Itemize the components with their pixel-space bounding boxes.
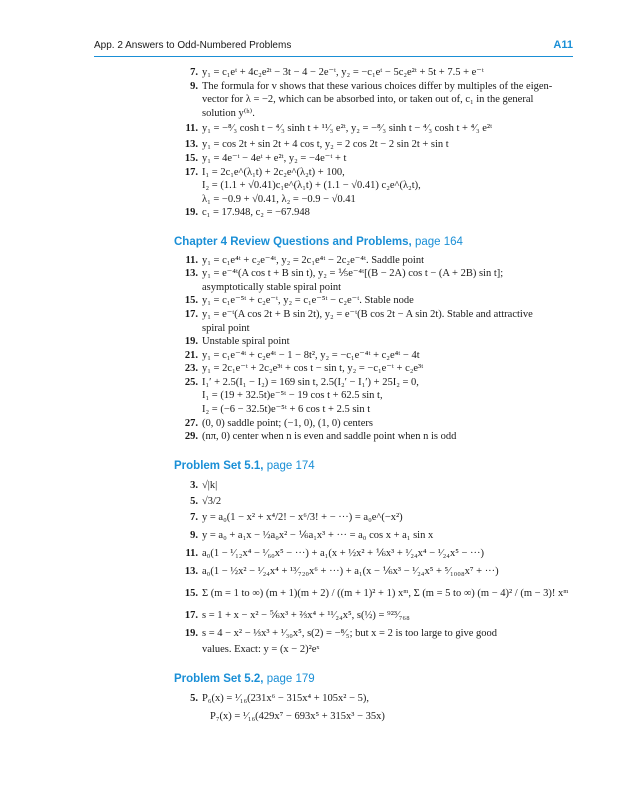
answer-continuation: spiral point: [202, 322, 250, 334]
answer-number: 9.: [190, 530, 198, 542]
section-heading: [174, 673, 574, 687]
answer-number: 21.: [184, 349, 198, 361]
answer-number: 13.: [184, 268, 198, 280]
answer-continuation: I₂ = (1.1 + √0.41)c₁e^(λ₁t) + (1.1 − √0.41) c₂e^(λ₂t),: [202, 180, 421, 192]
running-header: [94, 37, 573, 55]
answer-text: (nπ, 0) center when n is even and saddle point when n is odd: [202, 431, 457, 443]
answer-item: [174, 563, 574, 581]
answer-text: a₀(1 − ¹⁄₁₂x⁴ − ¹⁄₆₀x⁵ − ···) + a₁(x + ½x² + ⅙x³ + ¹⁄₂₄x⁴ − ¹⁄₂₄x⁵ − ···): [202, 548, 485, 560]
answer-text: √|k|: [202, 480, 218, 492]
answer-item: [174, 166, 574, 180]
answer-number: 17.: [184, 308, 198, 320]
answer-number: 15.: [184, 152, 198, 164]
section-page-ref: page 164: [414, 235, 463, 248]
answer-number: 5.: [190, 496, 198, 508]
answer-text: y₁ = −⁸⁄₃ cosh t − ⁴⁄₃ sinh t + ¹¹⁄₃ e²ᵗ, y₂ = −⁸⁄₃ sinh t − ⁴⁄₃ cosh t + ⁴⁄₃ e²ᵗ: [202, 123, 493, 135]
answer-item: [174, 509, 574, 527]
answer-text: Unstable spiral point: [202, 336, 290, 348]
answer-number: 15.: [184, 295, 198, 307]
answer-item: [174, 254, 574, 268]
answer-text: (0, 0) saddle point; (−1, 0), (1, 0) centers: [202, 417, 373, 429]
answer-item: [174, 477, 574, 495]
answer-text: y₁ = cos 2t + sin 2t + 4 cos t, y₂ = 2 cos 2t − 2 sin 2t + sin t: [202, 139, 449, 151]
answer-number: 5.: [190, 693, 198, 705]
answer-item: [174, 690, 574, 708]
answer-continuation: I₂ = (−6 − 32.5t)e⁻⁵ᵗ + 6 cos t + 2.5 sin t: [202, 404, 371, 416]
answer-continuation: P₇(x) = ¹⁄₁₆(429x⁷ − 693x⁵ + 315x³ − 35x): [210, 711, 385, 723]
section-title: Chapter 4 Review Questions and Problems,: [174, 235, 412, 248]
answer-text: y = a₀(1 − x² + x⁴/2! − x⁶/3! + − ···) = a₀e^(−x²): [202, 512, 403, 524]
answer-text: y = a₀ + a₁x − ½a₀x² − ⅙a₁x³ + ··· = a₀ cos x + a₁ sin x: [202, 530, 434, 542]
section-title: Problem Set 5.1,: [174, 459, 264, 472]
answer-continuation: I₁ = (19 + 32.5t)e⁻⁵ᵗ − 19 cos t + 62.5 sin t,: [202, 390, 383, 402]
answer-number: 19.: [184, 207, 198, 219]
answer-continuation: λ₁ = −0.9 + √0.41, λ₂ = −0.9 − √0.41: [202, 193, 356, 205]
answer-item: [174, 335, 574, 349]
answer-continuation: solution y⁽ʰ⁾.: [202, 107, 255, 119]
answer-number: 27.: [184, 417, 198, 429]
answer-item: [174, 417, 574, 431]
answer-text: y₁ = c₁e⁻⁴ᵗ + c₂e⁴ᵗ − 1 − 8t², y₂ = −c₁e⁻⁴ᵗ + c₂e⁴ᵗ − 4t: [202, 349, 420, 361]
answer-number: 23.: [184, 363, 198, 375]
answer-number: 7.: [190, 67, 198, 78]
answer-item: [174, 138, 574, 152]
header-page-number: A11: [553, 39, 573, 51]
answer-text: √3/2: [202, 496, 222, 508]
answer-text: y₁ = e⁻⁴ᵗ(A cos t + B sin t), y₂ = ⅕e⁻⁴ᵗ[(B − 2A) cos t − (A + 2B) sin t];: [202, 268, 504, 280]
section-title: Problem Set 5.2,: [174, 672, 264, 685]
answer-item: [174, 267, 574, 281]
answer-text: y₁ = c₁e⁴ᵗ + c₂e⁻⁴ᵗ, y₂ = 2c₁e⁴ᵗ − 2c₂e⁻⁴ᵗ. Saddle point: [202, 254, 424, 266]
header-rule: [94, 56, 573, 57]
answer-text: y₁ = c₁eᵗ + 4c₂e²ᵗ − 3t − 4 − 2e⁻ᵗ, y₂ = −c₁eᵗ − 5c₂e²ᵗ + 5t + 7.5 + e⁻ᵗ: [202, 67, 484, 78]
section-heading: [174, 460, 574, 474]
answer-text: a₀(1 − ½x² − ¹⁄₂₄x⁴ + ¹³⁄₇₂₀x⁶ + ···) + a₁(x − ⅙x³ − ¹⁄₂₄x⁵ + ⁵⁄₁₀₀₈x⁷ + ···): [202, 566, 499, 578]
answer-text: y₁ = e⁻ᵗ(A cos 2t + B sin 2t), y₂ = e⁻ᵗ(B cos 2t − A sin 2t). Stable and attractive: [202, 308, 533, 320]
answer-item: [174, 66, 574, 80]
answer-item: [174, 152, 574, 166]
answer-text: I₁′ + 2.5(I₁ − I₂) = 169 sin t, 2.5(I₂′ − I₁′) + 25I₂ = 0,: [202, 376, 419, 388]
section-page-ref: page 179: [266, 672, 315, 685]
answer-item: [174, 625, 574, 643]
answer-number: 13.: [184, 566, 198, 578]
answer-item: [174, 80, 574, 94]
answer-item: [174, 294, 574, 308]
answer-number: 29.: [184, 431, 198, 443]
answer-number: 9.: [190, 80, 198, 92]
answer-continuation: vector for λ = −2, which can be absorbed into, or taken out of, c₁ in the general: [202, 94, 534, 106]
answer-item: [174, 495, 574, 509]
answer-item: [174, 430, 574, 444]
answer-item: [174, 581, 574, 607]
answer-item: [174, 206, 574, 220]
answer-number: 17.: [184, 166, 198, 178]
answer-item: [174, 308, 574, 322]
answer-number: 11.: [185, 548, 198, 560]
answer-item: [174, 607, 574, 625]
answer-item: [174, 376, 574, 390]
answer-item: [174, 527, 574, 545]
answer-text: y₁ = c₁e⁻⁵ᵗ + c₂e⁻ᵗ, y₂ = c₁e⁻⁵ᵗ − c₂e⁻ᵗ. Stable node: [202, 295, 414, 307]
answer-text: y₁ = 4e⁻ᵗ − 4eᵗ + e²ᵗ, y₂ = −4e⁻ᵗ + t: [202, 152, 347, 164]
answer-text: s = 1 + x − x² − ⅚x³ + ⅔x⁴ + ¹¹⁄₂₄x⁵, s(½) = ⁹²³⁄₇₆₈: [202, 610, 410, 622]
answer-item: [174, 545, 574, 563]
header-chapter-title: App. 2 Answers to Odd-Numbered Problems: [94, 40, 292, 51]
answer-number: 15.: [184, 588, 198, 600]
answer-number: 3.: [190, 480, 198, 492]
answer-number: 11.: [185, 254, 198, 266]
answer-number: 17.: [184, 610, 198, 622]
answer-text: P₆(x) = ¹⁄₁₆(231x⁶ − 315x⁴ + 105x² − 5),: [202, 693, 369, 705]
section-page-ref: page 174: [266, 459, 315, 472]
answer-continuation: values. Exact: y = (x − 2)²eˣ: [202, 644, 320, 656]
answer-text: The formula for v shows that these various choices differ by multiples of the eigen-: [202, 80, 553, 92]
answer-text: c₁ = 17.948, c₂ = −67.948: [202, 207, 310, 219]
answer-item: [174, 349, 574, 363]
answer-number: 19.: [184, 628, 198, 640]
answer-text: s = 4 − x² − ⅓x³ + ¹⁄₃₀x⁵, s(2) = −⁸⁄₅; but x = 2 is too large to give good: [202, 628, 498, 640]
answer-text: y₁ = 2c₁e⁻ᵗ + 2c₂e³ᵗ + cos t − sin t, y₂ = −c₁e⁻ᵗ + c₂e³ᵗ: [202, 363, 424, 375]
answer-number: 13.: [184, 139, 198, 151]
answer-text: Σ (m = 1 to ∞) (m + 1)(m + 2) / ((m + 1)² + 1) xᵐ, Σ (m = 5 to ∞) (m − 4)² / (m − 3)! xᵐ: [202, 588, 569, 600]
answer-continuation: asymptotically stable spiral point: [202, 281, 342, 293]
answer-text: I₁ = 2c₁e^(λ₁t) + 2c₂e^(λ₂t) + 100,: [202, 166, 345, 178]
section-heading: [174, 236, 574, 250]
answer-number: 11.: [185, 123, 198, 135]
answer-item: [174, 120, 574, 138]
answers-content: [174, 66, 574, 726]
answer-number: 7.: [190, 512, 198, 524]
answer-number: 19.: [184, 336, 198, 348]
answer-item: [174, 362, 574, 376]
answer-number: 25.: [184, 376, 198, 388]
